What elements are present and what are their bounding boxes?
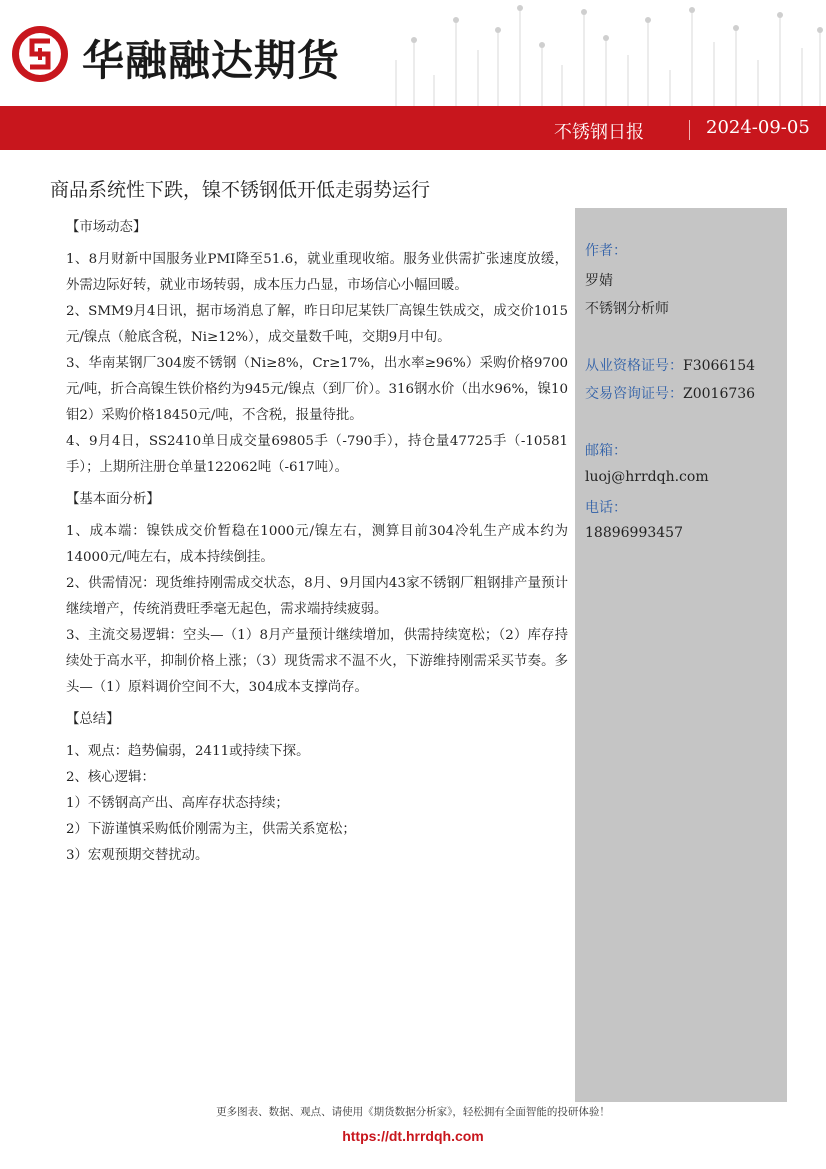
- footer-link[interactable]: https://dt.hrrdqh.com: [342, 1128, 484, 1144]
- company-logo-icon: [10, 24, 70, 84]
- footer-note: 更多图表、数据、观点、请使用《期货数据分析家》，轻松拥有全面智能的投研体验！: [216, 1106, 610, 1118]
- report-name: 不锈钢日报: [554, 122, 644, 143]
- fundamental-item: 2、供需情况：现货维持刚需成交状态，8月、9月国内43家不锈钢厂粗钢排产量预计继续增产，传统消费旺季毫无起色，需求端持续疲弱。: [66, 576, 568, 617]
- section-title-fundamental: 【基本面分析】: [66, 492, 160, 507]
- phone-label: 电话：: [585, 500, 627, 516]
- author-name: 罗婧: [585, 273, 613, 289]
- email-value[interactable]: luoj@hrrdqh.com: [585, 469, 709, 485]
- author-label: 作者：: [585, 243, 627, 259]
- phone-value: 18896993457: [585, 525, 683, 541]
- title-separator: [689, 120, 690, 140]
- fundamental-item: 1、成本端：镍铁成交价暂稳在1000元/镍左右，测算目前304冷轧生产成本约为14000元/吨左右，成本持续倒挂。: [66, 524, 568, 565]
- summary-item: 1、观点：趋势偏弱，2411或持续下探。: [66, 744, 310, 759]
- cert1-value: F3066154: [683, 358, 756, 374]
- summary-item: 2）下游谨慎采购低价刚需为主，供需关系宽松；: [66, 822, 356, 837]
- report-date: 2024-09-05: [706, 117, 810, 138]
- title-bar: [0, 106, 826, 150]
- market-item: 4、9月4日，SS2410单日成交量69805手（-790手），持仓量47725手（-10581手）；上期所注册仓单量122062吨（-617吨）。: [66, 434, 568, 475]
- cert2-row: [585, 383, 755, 403]
- cert2-label: 交易咨询证号：: [585, 386, 683, 402]
- section-title-summary: 【总结】: [66, 712, 120, 727]
- market-item: 1、8月财新中国服务业PMI降至51.6，就业重现收缩。服务业供需扩张速度放缓，外需边际好转，就业市场转弱，成本压力凸显，市场信心小幅回暖。: [66, 252, 568, 293]
- email-label: 邮箱：: [585, 443, 627, 459]
- summary-item: 1）不锈钢高产出、高库存状态持续；: [66, 796, 289, 811]
- fundamental-item: 3、主流交易逻辑：空头—（1）8月产量预计继续增加，供需持续宽松；（2）库存持续处于高水平，抑制价格上涨；（3）现货需求不温不火，下游维持刚需采买节奏。多头—（1）原料调价空间不大，304成本支撑尚存。: [66, 628, 568, 695]
- summary-item: 3）宏观预期交替扰动。: [66, 848, 209, 863]
- cert2-value: Z0016736: [683, 386, 756, 402]
- page-header: [0, 0, 826, 106]
- author-title: 不锈钢分析师: [585, 301, 669, 317]
- section-title-market: 【市场动态】: [66, 220, 147, 235]
- cert1-label: 从业资格证号：: [585, 358, 683, 374]
- summary-item: 2、核心逻辑：: [66, 770, 155, 785]
- report-headline: 商品系统性下跌，镍不锈钢低开低走弱势运行: [50, 179, 431, 201]
- brand-name: 华融融达期货: [82, 36, 341, 85]
- report-body: [66, 215, 568, 869]
- author-sidebar: [575, 208, 787, 1102]
- market-item: 2、SMM9月4日讯，据市场消息了解，昨日印尼某铁厂高镍生铁成交，成交价1015元/镍点（舱底含税，Ni≥12%），成交量数千吨，交期9月中旬。: [66, 304, 568, 345]
- cert1-row: [585, 355, 755, 375]
- decorative-graph-lines: [386, 0, 826, 106]
- market-item: 3、华南某钢厂304废不锈钢（Ni≥8%，Cr≥17%，出水率≥96%）采购价格9700元/吨，折合高镍生铁价格约为945元/镍点（到厂价）。316钢水价（出水96%，镍10钼2）采购价格18450元/吨，不含税，报量待批。: [66, 356, 568, 423]
